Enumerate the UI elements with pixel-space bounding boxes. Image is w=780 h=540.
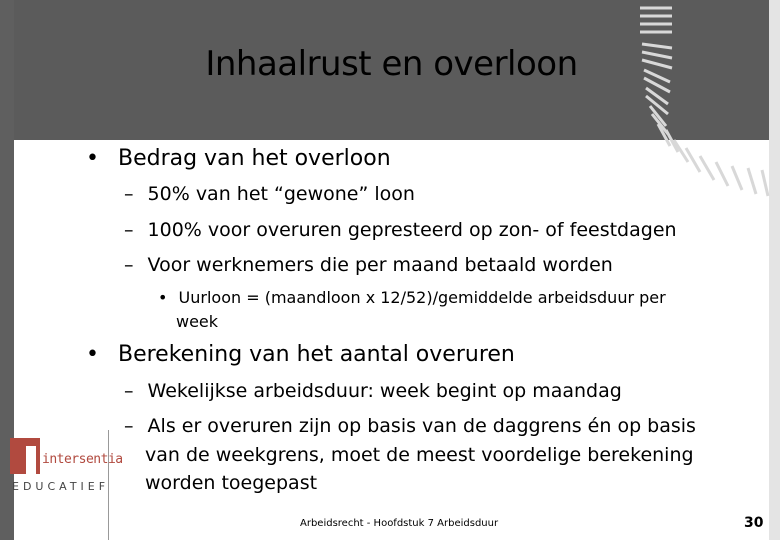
formula-text-line1: Uurloon = (maandloon x 12/52)/gemiddelde arbeidsduur per [178,288,666,307]
decorative-stripes-graphic [630,0,780,230]
bullet-item [86,146,391,171]
dash-marker: – [124,415,134,437]
bullet-text: Bedrag van het overloon [117,146,391,171]
dash-marker: – [124,380,134,402]
bullet-text: Berekening van het aantal overuren [117,342,515,367]
sub-bullet-item [124,219,677,241]
dash-marker: – [124,254,134,276]
logo-mark-icon [10,438,40,474]
bullet-item [86,342,515,367]
bullet-dot: • [158,288,168,307]
sub-bullet-item [124,415,696,437]
publisher-logo [10,438,123,498]
bullet-dot: • [86,342,99,367]
formula-text-line2: week [176,312,219,331]
sub-bullet-text: 50% van het “gewone” loon [147,183,415,205]
sub-bullet-text: Als er overuren zijn op basis van de daggrens én op basis [147,415,696,437]
logo-subtitle: EDUCATIEF [12,480,110,493]
sub-bullet-item [124,380,622,402]
page-number: 30 [744,515,764,531]
sub-bullet-text: Voor werknemers die per maand betaald worden [147,254,613,276]
sub-bullet-item [124,183,415,205]
sub-bullet-item [124,254,613,276]
slide-footer: Arbeidsrecht - Hoofdstuk 7 Arbeidsduur [300,518,499,529]
sub-bullet-continuation: worden toegepast [145,472,318,494]
logo-wordmark: intersentia [42,452,123,467]
dash-marker: – [124,183,134,205]
slide-title: Inhaalrust en overloon [205,44,578,84]
sub-bullet-text: Wekelijkse arbeidsduur: week begint op maandag [147,380,622,402]
bullet-dot: • [86,146,99,171]
sub-sub-bullet-item [158,286,666,310]
sub-bullet-text: 100% voor overuren gepresteerd op zon- of feestdagen [147,219,677,241]
sub-bullet-continuation: van de weekgrens, moet de meest voordelige berekening [145,444,694,466]
dash-marker: – [124,219,134,241]
